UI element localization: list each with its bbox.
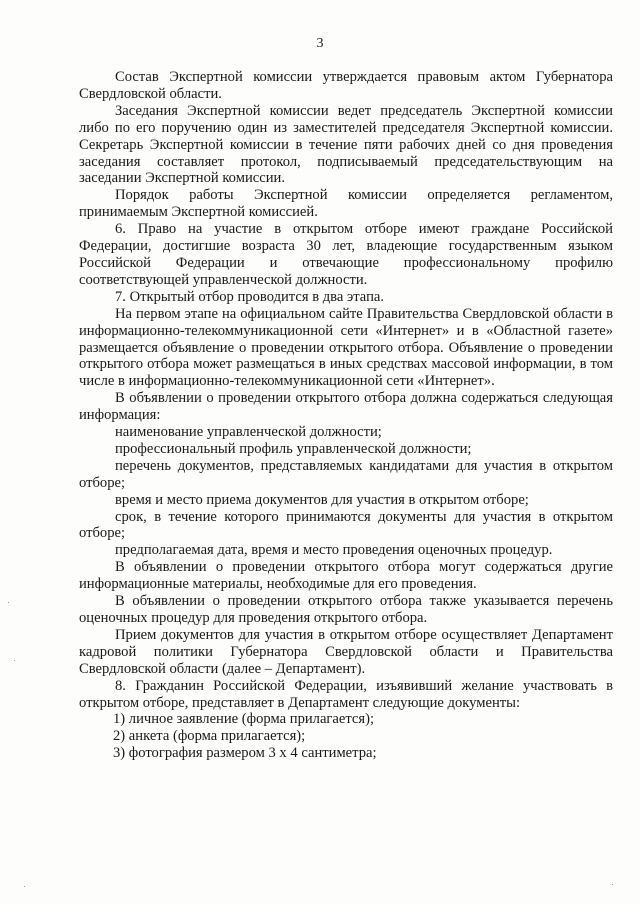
numbered-item-application: 1) личное заявление (форма прилагается); — [113, 711, 375, 728]
list-item-professional-profile: профессиональный профиль управленческой должности; — [115, 440, 472, 457]
paragraph-announcement-info: В объявлении о проведении открытого отбора должна содержаться следующая информация: — [79, 390, 613, 424]
scan-speck — [14, 660, 15, 661]
list-item-documents-list: перечень документов, представляемых кандидатами для участия в открытом отборе; — [79, 457, 613, 491]
paragraph-section-8: 8. Гражданин Российской Федерации, изъявивший желание участвовать в открытом отборе, представляет в Департамент следующие документы: — [79, 677, 613, 711]
paragraph-first-stage: На первом этапе на официальном сайте Правительства Свердловской области в информационно-телекоммуникационной сети «Интернет» и в «Областной газете» размещается объявление о проведении открытого отбора. Объявление о проведении открытого отбора может размещаться в иных средствах массовой информации, в том числе в информационно-телекоммуникационной сети «Интернет». — [79, 305, 613, 390]
list-item-time-place: время и место приема документов для участия в открытом отборе; — [115, 491, 529, 508]
paragraph-assessment-list: В объявлении о проведении открытого отбора также указывается перечень оценочных процедур для проведения открытого отбора. — [79, 593, 613, 626]
page-number: 3 — [316, 36, 324, 51]
scan-speck — [8, 602, 9, 603]
paragraph-commission-procedure: Порядок работы Экспертной комиссии определяется регламентом, принимаемым Экспертной комиссией. — [79, 187, 613, 221]
paragraph-document-acceptance: Прием документов для участия в открытом отборе осуществляет Департамент кадровой политики Губернатора Свердловской области и Правительства Свердловской области (далее – Департамент). — [79, 626, 613, 677]
numbered-item-questionnaire: 2) анкета (форма прилагается); — [113, 728, 306, 745]
list-item-assessment-date: предполагаемая дата, время и место проведения оценочных процедур. — [115, 542, 553, 559]
scan-speck — [612, 884, 613, 885]
paragraph-other-materials: В объявлении о проведении открытого отбора могут содержаться другие информационные материалы, необходимые для его проведения. — [79, 559, 613, 593]
scan-speck — [24, 886, 25, 887]
document-body — [79, 69, 613, 762]
paragraph-commission-composition: Состав Экспертной комиссии утверждается правовым актом Губернатора Свердловской области. — [79, 69, 613, 102]
numbered-item-photo: 3) фотография размером 3 х 4 сантиметра; — [113, 745, 377, 762]
paragraph-section-7: 7. Открытый отбор проводится в два этапа. — [115, 288, 385, 305]
paragraph-section-6: 6. Право на участие в открытом отборе имеют граждане Российской Федерации, достигшие возраста 30 лет, владеющие государственным языком Российской Федерации и отвечающие профессиональному профилю соответствующей управленческой должности. — [79, 221, 613, 288]
list-item-position-name: наименование управленческой должности; — [115, 424, 382, 441]
list-item-deadline: срок, в течение которого принимаются документы для участия в открытом отборе; — [79, 508, 613, 542]
paragraph-commission-meetings: Заседания Экспертной комиссии ведет председатель Экспертной комиссии либо по его поручению один из заместителей председателя Экспертной комиссии. Секретарь Экспертной комиссии в течение пяти рабочих дней со дня проведения заседания составляет протокол, подписываемый председательствующим на заседании Экспертной комиссии. — [79, 102, 613, 187]
